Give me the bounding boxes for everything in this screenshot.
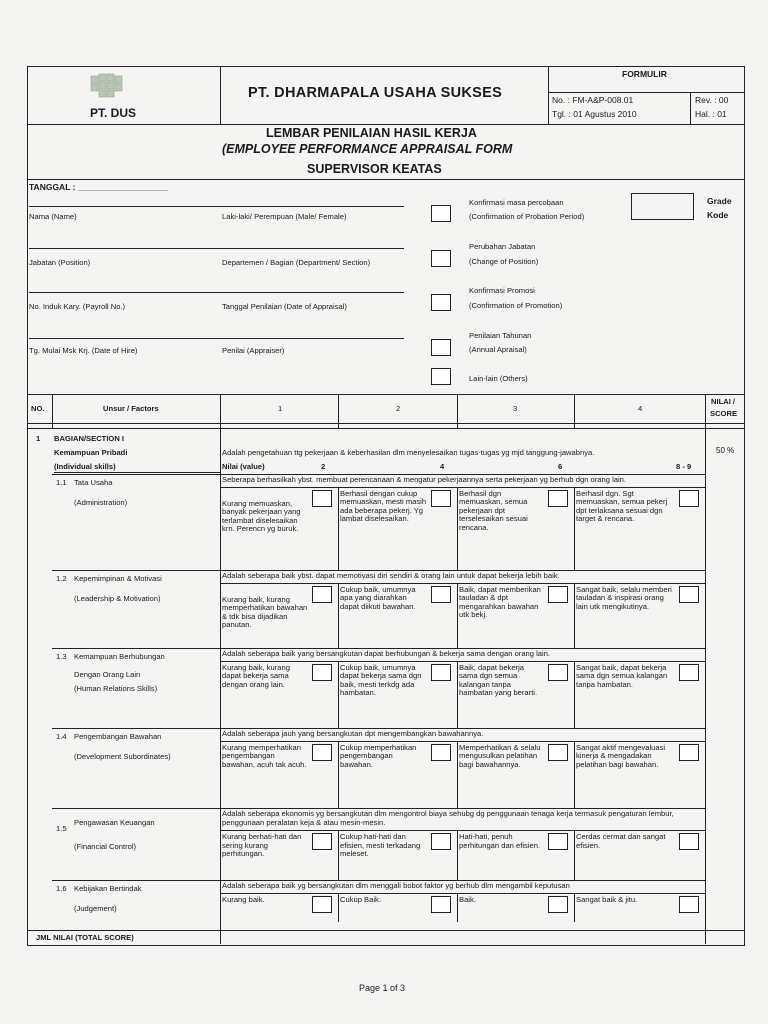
item-description: Seberapa berhasilkah ybst. membuat perencanaan & mengatur pekerjaannya serta pekerjaan yg berhub dgn orang lain. [222,475,626,484]
option-text: Kurang memperhatikan pengembangan bawahan, acuh tak acuh. [222,742,307,769]
item-name-2: (Leadership & Motivation) [74,594,161,603]
score-checkbox[interactable] [679,664,699,681]
others-checkbox[interactable] [431,368,451,385]
check-label-line1: Perubahan Jabatan [469,242,536,251]
revision: Rev. : 00 [695,95,729,105]
item-name-2: Dengan Orang Lain [74,670,141,679]
option-text: Memperhatikan & selalu mengusulkan pelatihan bagi bawahannya. [459,742,541,769]
option-text: Baik. [459,894,476,904]
score-checkbox[interactable] [548,490,568,507]
check-label-line1: Penilaian Tahunan [469,331,532,340]
item-name: Tata Usaha [74,478,113,487]
item-name: Kepemimpinan & Motivasi [74,574,162,583]
option-text: Kurang baik. [222,894,265,904]
item-number: 1.6 [56,884,67,893]
item-name-2: (Administration) [74,498,128,507]
option-text: Hati-hati, penuh perhitungan dan efisien. [459,832,541,850]
departemen-label: Departemen / Bagian (Department/ Section) [222,258,371,267]
score-checkbox[interactable] [312,833,332,850]
item-name-2: (Development Subordinates) [74,752,171,761]
annual-checkbox[interactable] [431,339,451,356]
total-score-label: JML NILAI (TOTAL SCORE) [36,933,134,942]
section-description: Adalah pengetahuan ttg pekerjaan & keberhasilan dlm menyelesaikan tugas-tugas yg mjd tanggung-jawabnya. [222,448,595,457]
section-sub2: (Individual skills) [54,462,116,471]
section-number: 1 [36,434,41,443]
section-weight: 50 % [716,446,735,455]
option-text: Cukup memperhatikan pengembangan bawahan. [340,742,417,769]
option-text: Cukup baik, umumnya apa yang diarahkan dapat diikuti bawahan. [340,584,416,611]
check-label-line2: (Change of Position) [469,257,539,266]
score-checkbox[interactable] [312,744,332,761]
check-label-line2: (Confirmation of Probation Period) [469,212,585,221]
item-number: 1.5 [56,824,67,833]
col-factors: Unsur / Factors [103,404,159,413]
option-text: Berhasil dgn. Sgt memuaskan, semua pekerj dpt terlaksana sesuai dgn target & rencana. [576,488,668,524]
score-checkbox[interactable] [312,664,332,681]
value-4: 8 - 9 [676,462,692,471]
kode-label: Kode [707,210,729,220]
item-description: Adalah seberapa jauh yang bersangkutan dpt mengembangkan bawahannya. [222,729,484,738]
check-label-line1: Konfirmasi masa percobaan [469,198,564,207]
option-text: Kurang baik, kurang dapat bekerja sama dengan orang lain. [222,662,290,689]
score-checkbox[interactable] [431,586,451,603]
option-text: Sangat baik, dapat bekerja sama dgn semua kalangan tanpa hambatan. [576,662,668,689]
item-description: Adalah seberapa baik ybst. dapat memotivasi diri sendiri & orang lain untuk dapat bekerja lebih baik. [222,571,560,580]
score-checkbox[interactable] [679,744,699,761]
item-number: 1.3 [56,652,67,661]
item-description: Adalah seberapa baik yang bersangkutan dapat berhubungan & bekerja sama dengan orang lain. [222,649,551,658]
score-checkbox[interactable] [679,896,699,913]
option-text: Berhasil dengan cukup memuaskan, mesti masih ada beberapa pekerj. Yg lambat diselesaikan. [340,488,427,524]
nilai-value-label: Nilai (value) [222,462,265,471]
item-number: 1.2 [56,574,67,583]
score-checkbox[interactable] [431,896,451,913]
section-sub1: Kemampuan Pribadi [54,448,128,457]
option-text: Cukup baik, umumnya dapat bekerja sama dgn baik, mesti terkdg ada hambatan. [340,662,422,698]
score-checkbox[interactable] [431,664,451,681]
option-text: Kurang berhati-hati dan sering kurang perhitungan. [222,832,302,859]
doc-date: Tgl. : 01 Agustus 2010 [552,109,637,119]
item-name-2: (Financial Control) [74,842,137,851]
score-checkbox[interactable] [431,744,451,761]
col-4: 4 [638,404,643,413]
item-name: Kemampuan Berhubungan [74,652,165,661]
item-name-2: (Judgement) [74,904,117,913]
check-label-line2: (Annual Apraisal) [469,345,527,354]
position-change-checkbox[interactable] [431,250,451,267]
item-name: Pengawasan Keuangan [74,818,155,827]
jabatan-label: Jabatan (Position) [29,258,91,267]
gender-label: Laki-laki/ Perempuan (Male/ Female) [222,212,347,221]
option-text: Sangat baik, selalu memberi tauladan & inspirasi orang lain utk mengikutinya. [576,584,672,611]
score-checkbox[interactable] [548,896,568,913]
grade-input-box[interactable] [631,193,694,220]
value-3: 6 [558,462,563,471]
col-3: 3 [513,404,518,413]
appraisal-date-label: Tanggal Penilaian (Date of Appraisal) [222,302,347,311]
item-description: Adalah seberapa baik yg bersangkutan dlm menggali bobot faktor yg berhub dlm mengambil keputusan [222,881,570,890]
item-name: Kebijakan Bertindak [74,884,142,893]
option-text: Sangat baik & jitu. [576,894,638,904]
option-text: Berhasil dgn memuaskan, semua pekerjaan dpt terselesaikan sesuai rencana. [459,488,528,532]
company-logo [88,72,130,108]
section-title: BAGIAN/SECTION I [54,434,125,443]
col-1: 1 [278,404,283,413]
score-checkbox[interactable] [679,833,699,850]
col-2: 2 [396,404,401,413]
item-name-3: (Human Relations Skills) [74,684,158,693]
appraiser-label: Penilai (Appraiser) [222,346,285,355]
item-description: Adalah seberapa ekonomis yg bersangkutan dlm mengontrol biaya sehubg dg penggunaan tenaga kerja termasuk pengaturan lembur, penggunaan peralatan keja & atau mesin-mesin. [222,809,674,827]
form-level: SUPERVISOR KEATAS [307,162,442,176]
check-label-line2: (Confirmation of Promotion) [469,301,563,310]
tanggal-field[interactable]: TANGGAL : ___________________ [29,182,168,192]
value-1: 2 [321,462,326,471]
option-text: Baik, dapat memberikan tauladan & dpt mengarahkan bawahan utk bekj. [459,584,541,620]
page-footer: Page 1 of 3 [359,983,406,993]
col-nilai: NILAI / [711,397,736,406]
value-2: 4 [440,462,445,471]
probation-checkbox[interactable] [431,205,451,222]
page-hal: Hal. : 01 [695,109,727,119]
option-text: Sangat aktif mengevaluasi kinerja & mengadakan pelatihan bagi bawahan. [576,742,666,769]
score-checkbox[interactable] [548,744,568,761]
score-checkbox[interactable] [679,586,699,603]
score-checkbox[interactable] [548,833,568,850]
item-number: 1.1 [56,478,67,487]
hire-date-label: Tg. Mulai Msk Krj. (Date of Hire) [29,346,138,355]
score-checkbox[interactable] [548,664,568,681]
option-text: Cukup hati-hati dan efisien, mesti terkadang meleset. [340,832,421,859]
logo-text: PT. DUS [90,106,137,120]
option-text: Baik, dapat bekerja sama dgn semua kalangan tanpa hambatan yang berarti. [459,662,538,698]
col-no: NO. [31,404,45,413]
nama-label: Nama (Name) [29,212,77,221]
item-number: 1.4 [56,732,67,741]
score-checkbox[interactable] [312,586,332,603]
score-checkbox[interactable] [312,490,332,507]
score-checkbox[interactable] [312,896,332,913]
option-text: Kurang baik, kurang memperhatikan bawahan & tdk bisa dijadikan panutan. [222,594,308,630]
score-checkbox[interactable] [431,833,451,850]
company-name: PT. DHARMAPALA USAHA SUKSES [248,85,503,101]
option-text: Cerdas cermat dan sangat efisien. [576,832,666,850]
col-score: SCORE [710,409,738,418]
form-subtitle: (EMPLOYEE PERFORMANCE APPRAISAL FORM [222,142,513,156]
item-name: Pengembangan Bawahan [74,732,162,741]
grade-label: Grade [707,196,732,206]
score-checkbox[interactable] [431,490,451,507]
formulir-label: FORMULIR [622,69,667,79]
doc-number: No. : FM-A&P-008.01 [552,95,634,105]
check-label-line1: Konfirmasi Promosi [469,286,535,295]
option-text: Kurang memuaskan, banyak pekerjaan yang terlambat diselesaikan krn. Perencn yg buruk. [222,498,301,534]
option-text: Cukup Baik. [340,894,381,904]
form-title: LEMBAR PENILAIAN HASIL KERJA [266,126,477,140]
payroll-label: No. Induk Kary. (Payroll No.) [29,302,126,311]
score-checkbox[interactable] [679,490,699,507]
promotion-checkbox[interactable] [431,294,451,311]
check-label-line1: Lain-lain (Others) [469,374,528,383]
score-checkbox[interactable] [548,586,568,603]
